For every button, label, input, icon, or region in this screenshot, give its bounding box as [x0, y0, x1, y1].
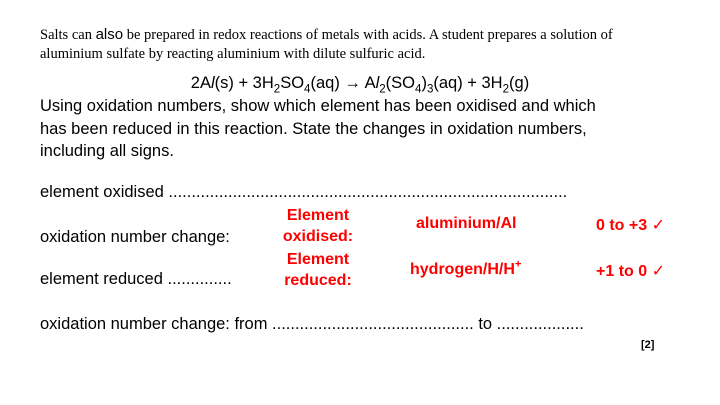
question-line-2: has been reduced in this reaction. State the changes in oxidation numbers,	[40, 120, 587, 138]
marks-indicator: [2]	[641, 339, 655, 351]
answer-oxidised-element: aluminium/Al	[416, 215, 517, 232]
answer-reduced-change: +1 to 0 ✓	[596, 263, 665, 280]
answer-reduced-label-line-2: reduced:	[284, 272, 352, 289]
answer-oxidised-label-line-1: Element	[286, 207, 350, 224]
chemical-equation: $2Al(s) + 3H_2SO_4(aq) \to Al_2(SO_4)_3(aq) + 3H_2(g)$	[190, 74, 530, 96]
oxidation-change-from-to-field: oxidation number change: from ............................................ to ...................	[40, 315, 584, 333]
intro-line-2: aluminium sulfate by reacting aluminium with dilute sulfuric acid.	[40, 46, 426, 62]
intro-line-1: Salts can also be prepared in redox reactions of metals with acids. A student prepares a solution of	[40, 26, 613, 43]
answer-reduced-element: hydrogen/H/H+	[410, 258, 522, 278]
answer-oxidised-label-line-2: oxidised:	[282, 228, 354, 245]
answer-reduced-label	[272, 249, 364, 291]
oxidation-change-field: oxidation number change:	[40, 228, 230, 246]
question-line-3: including all signs.	[40, 142, 174, 160]
question-line-1: Using oxidation numbers, show which element has been oxidised and which	[40, 97, 596, 115]
element-reduced-field: element reduced ..............	[40, 270, 232, 288]
answer-oxidised-label	[272, 205, 364, 247]
answer-oxidised-change: 0 to +3 ✓	[596, 217, 665, 234]
element-oxidised-field: element oxidised .......................................................................................	[40, 183, 568, 201]
answer-reduced-label-line-1: Element	[286, 251, 350, 268]
